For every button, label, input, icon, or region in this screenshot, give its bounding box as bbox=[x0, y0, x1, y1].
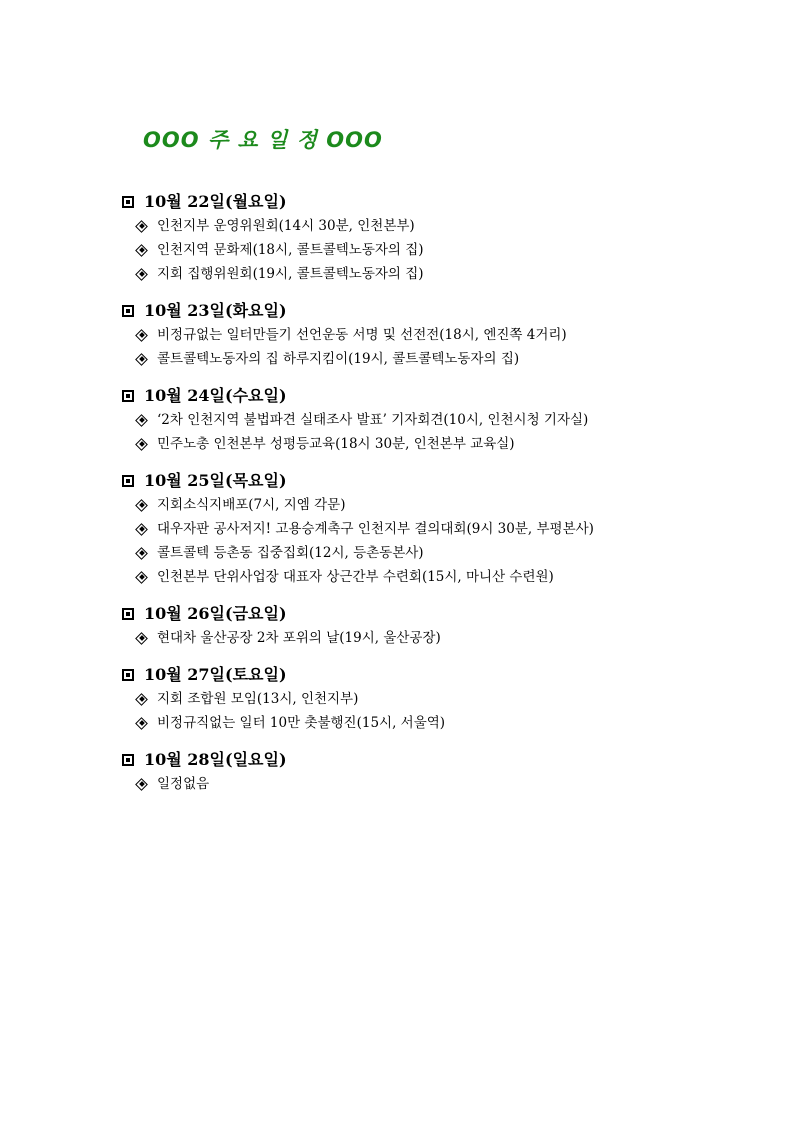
schedule-list bbox=[120, 190, 760, 809]
list-item bbox=[120, 323, 760, 347]
day-date: 10월 28일(일요일) bbox=[144, 750, 287, 769]
event-text: 콜트콜텍 등촌동 집중집회(12시, 등촌동본사) bbox=[157, 545, 424, 561]
day-section bbox=[120, 663, 760, 735]
day-section bbox=[120, 299, 760, 371]
day-date: 10월 22일(월요일) bbox=[144, 192, 287, 211]
event-list bbox=[120, 323, 760, 371]
day-header bbox=[120, 299, 760, 323]
event-text: 비정규직없는 일터 10만 촛불행진(15시, 서울역) bbox=[157, 715, 446, 731]
document-title: OOO 주 요 일 정 OOO bbox=[143, 128, 383, 152]
event-text: 지회 조합원 모임(13시, 인천지부) bbox=[157, 691, 359, 707]
event-text: 일정없음 bbox=[157, 776, 210, 792]
square-bullet-icon bbox=[122, 608, 134, 620]
event-list bbox=[120, 493, 760, 589]
list-item bbox=[120, 408, 760, 432]
list-item bbox=[120, 565, 760, 589]
day-date: 10월 23일(화요일) bbox=[144, 301, 287, 320]
diamond-bullet-icon bbox=[136, 572, 147, 583]
diamond-bullet-icon bbox=[136, 524, 147, 535]
diamond-bullet-icon bbox=[136, 500, 147, 511]
event-text: 인천지역 문화제(18시, 콜트콜텍노동자의 집) bbox=[157, 242, 424, 258]
square-bullet-icon bbox=[122, 305, 134, 317]
day-header bbox=[120, 748, 760, 772]
list-item bbox=[120, 214, 760, 238]
day-section bbox=[120, 602, 760, 650]
event-list bbox=[120, 687, 760, 735]
day-header bbox=[120, 190, 760, 214]
event-text: 현대차 울산공장 2차 포위의 날(19시, 울산공장) bbox=[157, 630, 441, 646]
list-item bbox=[120, 493, 760, 517]
event-list bbox=[120, 214, 760, 286]
event-list bbox=[120, 408, 760, 456]
diamond-bullet-icon bbox=[136, 415, 147, 426]
square-bullet-icon bbox=[122, 754, 134, 766]
square-bullet-icon bbox=[122, 390, 134, 402]
list-item bbox=[120, 626, 760, 650]
event-text: 대우자판 공사저지! 고용승계촉구 인천지부 결의대회(9시 30분, 부평본사) bbox=[157, 521, 594, 537]
day-date: 10월 26일(금요일) bbox=[144, 604, 287, 623]
event-text: 인천지부 운영위원회(14시 30분, 인천본부) bbox=[157, 218, 415, 234]
day-section bbox=[120, 748, 760, 796]
diamond-bullet-icon bbox=[136, 548, 147, 559]
list-item bbox=[120, 687, 760, 711]
list-item bbox=[120, 517, 760, 541]
square-bullet-icon bbox=[122, 475, 134, 487]
event-text: 민주노총 인천본부 성평등교육(18시 30분, 인천본부 교육실) bbox=[157, 436, 515, 452]
event-text: 콜트콜텍노동자의 집 하루지킴이(19시, 콜트콜텍노동자의 집) bbox=[157, 351, 520, 367]
diamond-bullet-icon bbox=[136, 779, 147, 790]
day-header bbox=[120, 602, 760, 626]
event-list bbox=[120, 626, 760, 650]
square-bullet-icon bbox=[122, 196, 134, 208]
list-item bbox=[120, 347, 760, 371]
diamond-bullet-icon bbox=[136, 245, 147, 256]
day-section bbox=[120, 469, 760, 589]
diamond-bullet-icon bbox=[136, 330, 147, 341]
diamond-bullet-icon bbox=[136, 633, 147, 644]
diamond-bullet-icon bbox=[136, 718, 147, 729]
list-item bbox=[120, 711, 760, 735]
day-date: 10월 27일(토요일) bbox=[144, 665, 287, 684]
diamond-bullet-icon bbox=[136, 439, 147, 450]
list-item bbox=[120, 262, 760, 286]
day-section bbox=[120, 384, 760, 456]
list-item bbox=[120, 238, 760, 262]
event-text: 비정규없는 일터만들기 선언운동 서명 및 선전전(18시, 엔진쪽 4거리) bbox=[157, 327, 567, 343]
list-item bbox=[120, 541, 760, 565]
event-text: 인천본부 단위사업장 대표자 상근간부 수련회(15시, 마니산 수련원) bbox=[157, 569, 554, 585]
diamond-bullet-icon bbox=[136, 354, 147, 365]
diamond-bullet-icon bbox=[136, 269, 147, 280]
event-text: ‘2차 인천지역 불법파견 실태조사 발표’ 기자회견(10시, 인천시청 기자실) bbox=[157, 412, 589, 428]
day-date: 10월 25일(목요일) bbox=[144, 471, 287, 490]
diamond-bullet-icon bbox=[136, 221, 147, 232]
event-text: 지회 집행위원회(19시, 콜트콜텍노동자의 집) bbox=[157, 266, 424, 282]
event-text: 지회소식지배포(7시, 지엠 각문) bbox=[157, 497, 346, 513]
day-header bbox=[120, 384, 760, 408]
day-date: 10월 24일(수요일) bbox=[144, 386, 287, 405]
diamond-bullet-icon bbox=[136, 694, 147, 705]
day-header bbox=[120, 469, 760, 493]
event-list bbox=[120, 772, 760, 796]
day-section bbox=[120, 190, 760, 286]
square-bullet-icon bbox=[122, 669, 134, 681]
day-header bbox=[120, 663, 760, 687]
list-item bbox=[120, 432, 760, 456]
list-item bbox=[120, 772, 760, 796]
